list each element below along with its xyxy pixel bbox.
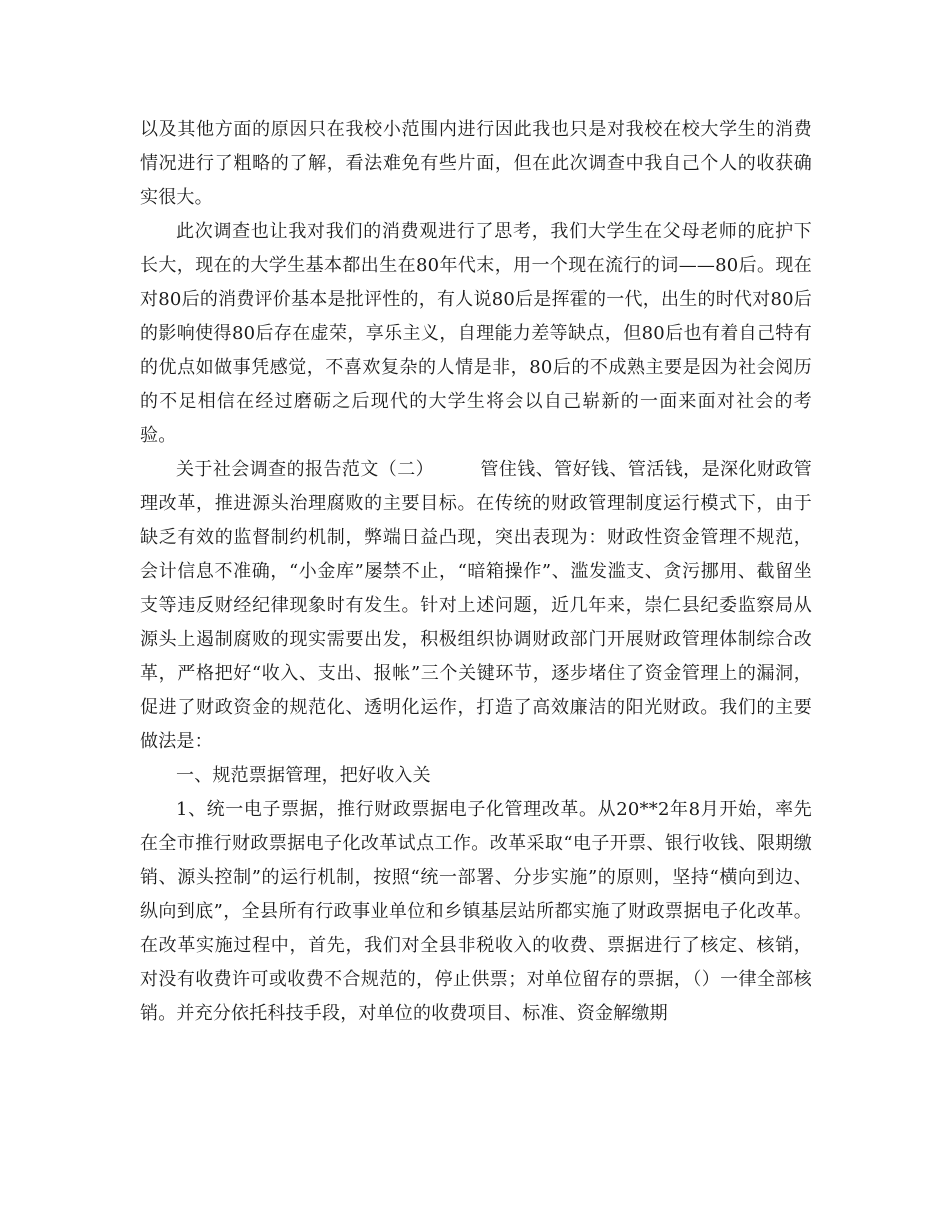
paragraph-4: 1、统一电子票据，推行财政票据电子化管理改革。从20**2年8月开始，率先在全市推行财政票据电子化改革试点工作。改革采取“电子开票、银行收钱、限期缴销、源头控制”的运行机制，按照“统一部署、分步实施”的原则，坚持“横向到边、纵向到底”，全县所有行政事业单位和乡镇基层站所都实施了财政票据电子化改革。在改革实施过程中，首先，我们对全县非税收入的收费、票据进行了核定、核销，对没有收费许可或收费不合规范的，停止供票；对单位留存的票据，（）一律全部核销。并充分依托科技手段，对单位的收费项目、标准、资金解缴期: [140, 799, 812, 1024]
section-heading: 一、规范票据管理，把好收入关: [176, 765, 431, 786]
paragraph-3: 关于社会调查的报告范文（二） 管住钱、管好钱、管活钱，是深化财政管理改革，推进源头治理腐败的主要目标。在传统的财政管理制度运行模式下，由于缺乏有效的监督制约机制，弊端日益凸现，突出表现为：财政性资金管理不规范，会计信息不准确，“小金库”屡禁不止，“暗箱操作”、滥发滥支、贪污挪用、截留坐支等违反财经纪律现象时有发生。针对上述问题，近几年来，崇仁县纪委监察局从源头上遏制腐败的现实需要出发，积极组织协调财政部门开展财政管理体制综合改革，严格把好“收入、支出、报帐”三个关键环节，逐步堵住了资金管理上的漏洞，促进了财政资金的规范化、透明化运作，打造了高效廉洁的阳光财政。我们的主要做法是：: [140, 459, 812, 752]
paragraph-2: 此次调查也让我对我们的消费观进行了思考，我们大学生在父母老师的庇护下长大，现在的大学生基本都出生在80年代末，用一个现在流行的词——80后。现在对80后的消费评价基本是批评性的，有人说80后是挥霍的一代，出生的时代对80后的影响使得80后存在虚荣，享乐主义，自理能力差等缺点，但80后也有着自己特有的优点如做事凭感觉，不喜欢复杂的人情是非，80后的不成熟主要是因为社会阅历的不足相信在经过磨砺之后现代的大学生将会以自己崭新的一面来面对社会的考验。: [140, 221, 812, 446]
document-body: [140, 113, 812, 1031]
paragraph-1: 以及其他方面的原因只在我校小范围内进行因此我也只是对我校在校大学生的消费情况进行了粗略的了解，看法难免有些片面，但在此次调查中我自己个人的收获确实很大。: [140, 119, 812, 208]
